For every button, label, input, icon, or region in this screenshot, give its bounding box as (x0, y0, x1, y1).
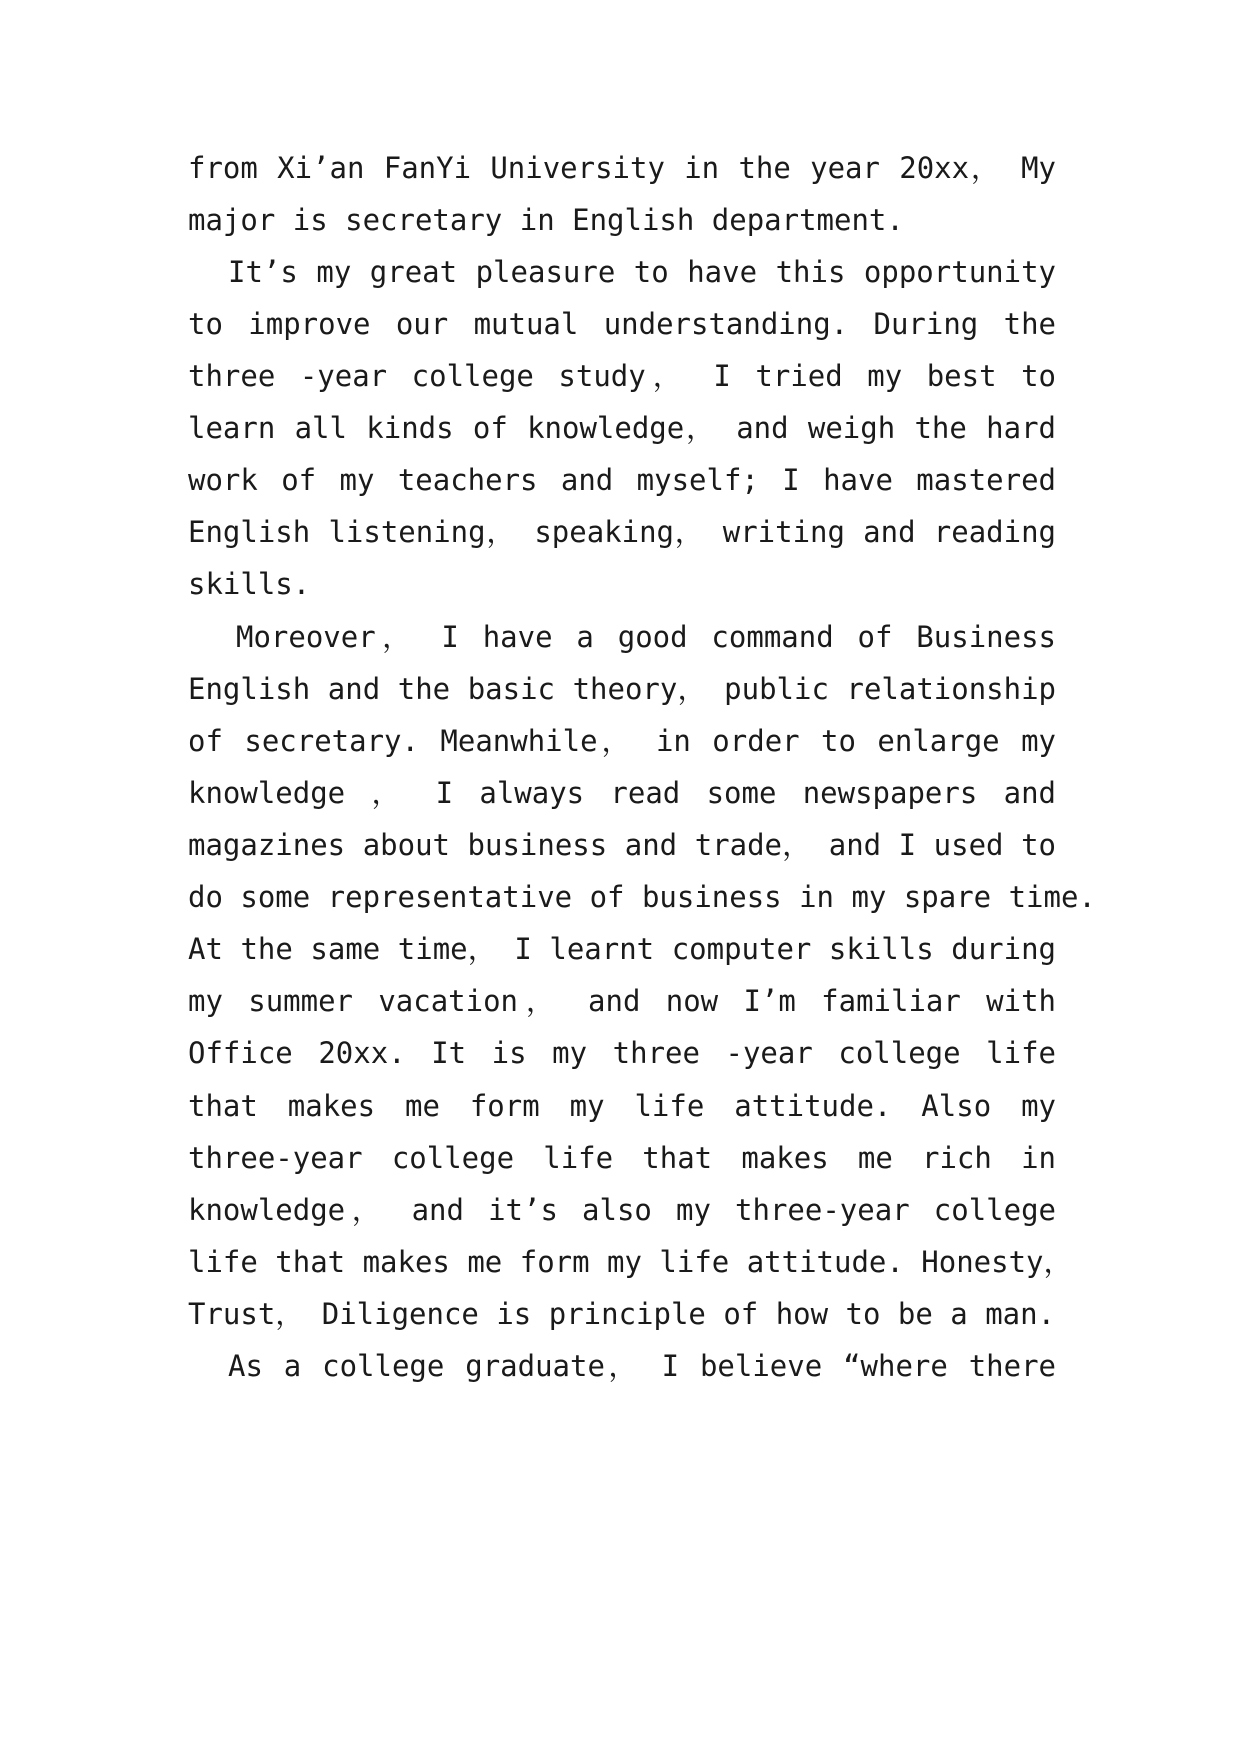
text-line: magazines about business and trade， and I used to (188, 828, 1056, 862)
text-line: English and the basic theory， public relationship (188, 672, 1056, 706)
text-line: English listening， speaking， writing and reading (188, 515, 1056, 549)
text-line: major is secretary in English department. (188, 203, 904, 237)
text-line: life that makes me form my life attitude. Honesty， (188, 1245, 1073, 1279)
text-line: three -year college study， I tried my best to (188, 359, 1056, 393)
text-line: to improve our mutual understanding. During the (188, 307, 1056, 341)
text-line: learn all kinds of knowledge， and weigh the hard (188, 411, 1056, 445)
text-line: work of my teachers and myself; I have mastered (188, 463, 1056, 497)
text-line: my summer vacation， and now I’m familiar with (188, 984, 1056, 1018)
text-line: do some representative of business in my spare time. (188, 880, 1096, 914)
text-line: from Xi’an FanYi University in the year 20xx， My (188, 151, 1056, 185)
text-line: skills. (188, 567, 311, 601)
text-line: that makes me form my life attitude. Also my (188, 1089, 1056, 1123)
paragraph-start-line: Moreover， I have a good command of Business (236, 620, 1056, 654)
text-line: three-year college life that makes me rich in (188, 1141, 1056, 1175)
paragraph-start-line: As a college graduate， I believe “where there (228, 1349, 1056, 1383)
text-line: of secretary. Meanwhile， in order to enlarge my (188, 724, 1056, 758)
text-line: knowledge， and it’s also my three-year college (188, 1193, 1056, 1227)
text-line: At the same time， I learnt computer skills during (188, 932, 1056, 966)
text-line: knowledge ， I always read some newspapers and (188, 776, 1056, 810)
text-line: Office 20xx. It is my three -year college life (188, 1036, 1056, 1070)
paragraph-start-line: It’s my great pleasure to have this opportunity (228, 255, 1056, 289)
text-line: Trust， Diligence is principle of how to be a man. (188, 1297, 1056, 1331)
